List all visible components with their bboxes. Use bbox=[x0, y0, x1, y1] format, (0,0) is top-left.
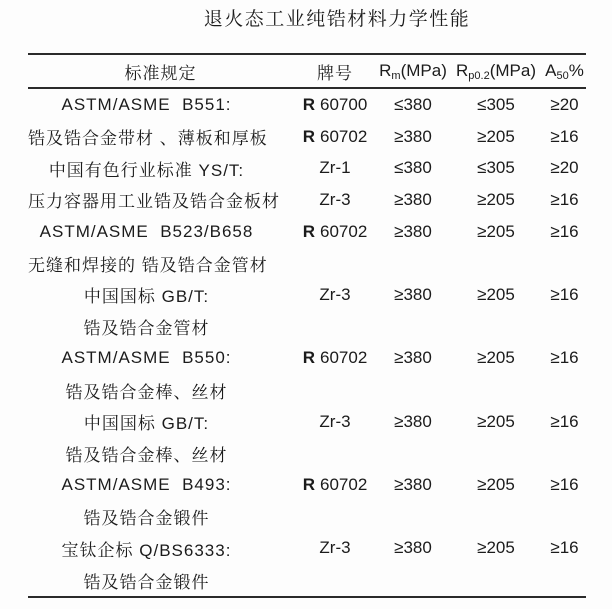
table-row bbox=[28, 216, 586, 248]
col-header-grade: 牌号 bbox=[317, 63, 353, 83]
table-row bbox=[28, 152, 586, 184]
cell-standard: 宝钛企标 Q/BS6333: bbox=[61, 540, 232, 560]
cell-a50: ≥16 bbox=[550, 411, 579, 431]
table-row bbox=[28, 89, 586, 121]
cell-rp02: ≤305 bbox=[477, 94, 515, 114]
cell-grade-number: Zr-3 bbox=[319, 189, 351, 209]
table-row bbox=[28, 247, 586, 279]
col-header-rp02-symbol: R bbox=[456, 60, 469, 80]
cell-standard: 锆及锆合金锻件 bbox=[83, 509, 210, 529]
table-row bbox=[28, 311, 586, 343]
cell-grade bbox=[293, 412, 377, 432]
cell-rp02: ≥205 bbox=[477, 284, 515, 304]
cell-standard: 锆及锆合金带材 、薄板和厚板 bbox=[28, 129, 268, 149]
header-row bbox=[28, 55, 586, 89]
cell-a50: ≥16 bbox=[550, 221, 579, 241]
col-header-rm-unit: (MPa) bbox=[400, 60, 447, 80]
cell-standard: 中国国标 GB/T: bbox=[83, 287, 210, 307]
table-row bbox=[28, 469, 586, 501]
cell-standard: 锆及锆合金棒、丝材 bbox=[65, 382, 228, 402]
cell-a50: ≥16 bbox=[550, 538, 579, 558]
col-header-rp02-subscript: p0.2 bbox=[468, 69, 490, 82]
cell-rm: ≥380 bbox=[394, 475, 432, 495]
cell-grade-number: 60702 bbox=[320, 221, 368, 241]
table-row bbox=[28, 564, 586, 596]
cell-grade bbox=[293, 158, 377, 178]
cell-grade bbox=[293, 538, 377, 558]
cell-rp02: ≥205 bbox=[477, 411, 515, 431]
properties-table bbox=[28, 53, 586, 598]
table-row bbox=[28, 343, 586, 375]
cell-grade bbox=[293, 475, 377, 495]
cell-rm: ≥380 bbox=[394, 221, 432, 241]
cell-rp02: ≥205 bbox=[477, 221, 515, 241]
table-row bbox=[28, 533, 586, 565]
cell-grade bbox=[293, 127, 377, 147]
cell-a50: ≥20 bbox=[550, 158, 579, 178]
cell-rm: ≥380 bbox=[394, 189, 432, 209]
table-row bbox=[28, 374, 586, 406]
cell-standard: 中国国标 GB/T: bbox=[83, 414, 210, 434]
cell-rm: ≥380 bbox=[394, 411, 432, 431]
cell-a50: ≥16 bbox=[550, 189, 579, 209]
col-header-a50-symbol: A bbox=[545, 60, 557, 80]
cell-standard: ASTM/ASME B523/B658 bbox=[39, 221, 254, 241]
cell-grade-number: Zr-3 bbox=[319, 411, 351, 431]
table-row bbox=[28, 121, 586, 153]
table-row bbox=[28, 406, 586, 438]
cell-grade-number: Zr-3 bbox=[319, 284, 351, 304]
table-row bbox=[28, 279, 586, 311]
cell-grade-prefix: R bbox=[302, 475, 315, 495]
cell-rp02: ≥205 bbox=[477, 189, 515, 209]
cell-standard: 无缝和焊接的 锆及锆合金管材 bbox=[28, 255, 268, 275]
cell-grade-prefix: R bbox=[302, 94, 315, 114]
col-header-rp02-unit: (MPa) bbox=[489, 60, 536, 80]
page-title: 退火态工业纯锆材料力学性能 bbox=[203, 9, 471, 30]
col-header-standard: 标准规定 bbox=[124, 63, 197, 83]
cell-grade-number: 60702 bbox=[320, 348, 368, 368]
cell-grade-prefix: R bbox=[302, 221, 315, 241]
table-row bbox=[28, 438, 586, 470]
table-row bbox=[28, 184, 586, 216]
cell-grade-number: Zr-3 bbox=[319, 538, 351, 558]
cell-rp02: ≥205 bbox=[477, 538, 515, 558]
cell-grade-prefix: R bbox=[302, 126, 315, 146]
cell-standard: 锆及锆合金锻件 bbox=[83, 572, 210, 592]
cell-grade bbox=[293, 190, 377, 210]
cell-standard: ASTM/ASME B493: bbox=[61, 475, 232, 495]
table-row bbox=[28, 501, 586, 533]
col-header-a50 bbox=[543, 61, 586, 82]
cell-grade-prefix: R bbox=[302, 348, 315, 368]
cell-rm: ≥380 bbox=[394, 126, 432, 146]
cell-rm: ≤380 bbox=[394, 94, 432, 114]
cell-rm: ≤380 bbox=[394, 158, 432, 178]
cell-rp02: ≥205 bbox=[477, 475, 515, 495]
col-header-a50-subscript: 50 bbox=[556, 69, 569, 82]
cell-rm: ≥380 bbox=[394, 348, 432, 368]
cell-rp02: ≥205 bbox=[477, 348, 515, 368]
cell-standard: ASTM/ASME B550: bbox=[61, 348, 232, 368]
cell-rm: ≥380 bbox=[394, 538, 432, 558]
cell-a50: ≥16 bbox=[550, 475, 579, 495]
cell-grade-number: 60702 bbox=[320, 126, 368, 146]
cell-rp02: ≤305 bbox=[477, 158, 515, 178]
cell-rm: ≥380 bbox=[394, 284, 432, 304]
cell-grade bbox=[293, 348, 377, 368]
cell-standard: ASTM/ASME B551: bbox=[61, 94, 232, 114]
col-header-a50-unit: % bbox=[568, 60, 584, 80]
cell-standard: 锆及锆合金棒、丝材 bbox=[65, 445, 228, 465]
cell-rp02: ≥205 bbox=[477, 126, 515, 146]
cell-grade-number: 60702 bbox=[320, 475, 368, 495]
cell-grade-number: 60700 bbox=[320, 94, 368, 114]
cell-grade bbox=[293, 285, 377, 305]
col-header-rm-symbol: R bbox=[379, 60, 392, 80]
col-header-rm bbox=[377, 61, 449, 82]
cell-grade-number: Zr-1 bbox=[319, 158, 351, 178]
cell-grade bbox=[293, 222, 377, 242]
table-body bbox=[28, 89, 586, 596]
cell-standard: 压力容器用工业锆及锆合金板材 bbox=[28, 192, 280, 212]
cell-grade bbox=[293, 95, 377, 115]
cell-standard: 中国有色行业标准 YS/T: bbox=[48, 160, 245, 180]
cell-standard: 锆及锆合金管材 bbox=[83, 319, 210, 339]
cell-a50: ≥16 bbox=[550, 348, 579, 368]
cell-a50: ≥20 bbox=[550, 94, 579, 114]
cell-a50: ≥16 bbox=[550, 284, 579, 304]
cell-a50: ≥16 bbox=[550, 126, 579, 146]
col-header-rm-subscript: m bbox=[391, 69, 401, 82]
col-header-rp02 bbox=[449, 61, 543, 82]
